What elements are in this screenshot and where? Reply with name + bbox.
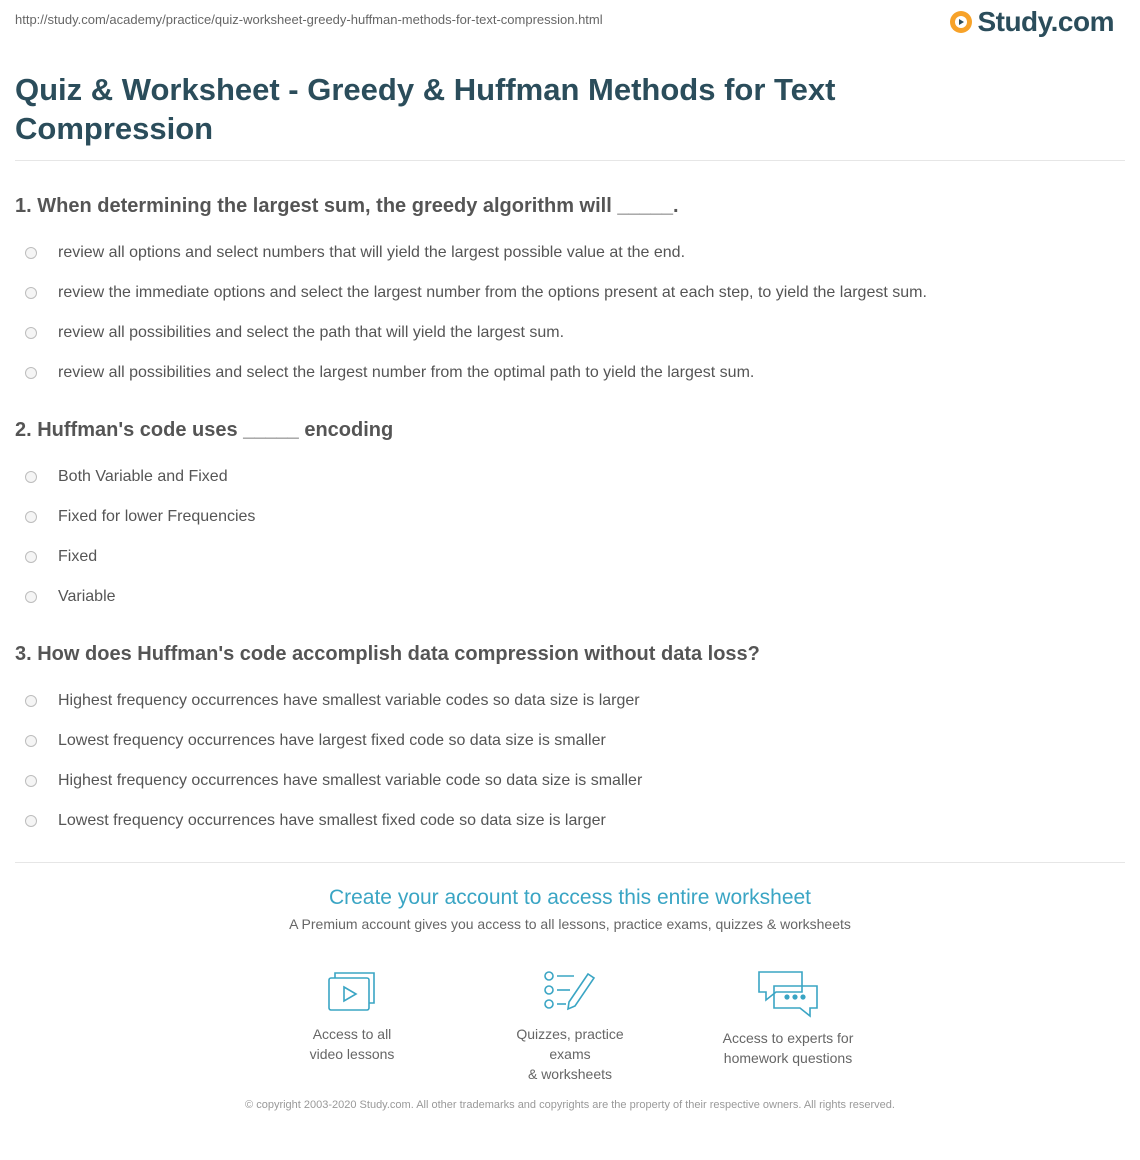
answer-option[interactable] bbox=[15, 273, 1125, 313]
feature-video-lessons bbox=[281, 968, 423, 1084]
feature-label: Access to experts for homework questions bbox=[722, 1030, 854, 1066]
feature-quizzes bbox=[499, 968, 641, 1084]
feature-experts bbox=[717, 968, 859, 1084]
answer-label: Lowest frequency occurrences have largest fixed code so data size is smaller bbox=[58, 732, 606, 749]
answer-label: Both Variable and Fixed bbox=[58, 468, 228, 485]
question-3 bbox=[15, 641, 1125, 841]
answer-label: Lowest frequency occurrences have smallest fixed code so data size is larger bbox=[58, 812, 606, 829]
radio-button-icon[interactable] bbox=[25, 511, 37, 523]
play-circle-icon bbox=[949, 10, 973, 34]
radio-button-icon[interactable] bbox=[25, 471, 37, 483]
copyright-notice: © copyright 2003-2020 Study.com. All other trademarks and copyrights are the property of their respective owners. All rights reserved. bbox=[245, 1099, 895, 1111]
video-lessons-icon bbox=[326, 968, 378, 1014]
answer-label: review all options and select numbers that will yield the largest possible value at the end. bbox=[58, 244, 686, 261]
answer-option[interactable] bbox=[15, 801, 1125, 841]
answer-option[interactable] bbox=[15, 497, 1125, 537]
feature-label: Quizzes, practice exams & worksheets bbox=[516, 1026, 624, 1082]
answer-option[interactable] bbox=[15, 353, 1125, 393]
question-2 bbox=[15, 417, 1125, 617]
answer-label: review all possibilities and select the path that will yield the largest sum. bbox=[58, 324, 565, 341]
title-divider bbox=[15, 160, 1125, 161]
radio-button-icon[interactable] bbox=[25, 327, 37, 339]
answer-option[interactable] bbox=[15, 681, 1125, 721]
radio-button-icon[interactable] bbox=[25, 591, 37, 603]
answer-options bbox=[15, 457, 1125, 617]
answer-option[interactable] bbox=[15, 577, 1125, 617]
radio-button-icon[interactable] bbox=[25, 367, 37, 379]
page-title: Quiz & Worksheet - Greedy & Huffman Methods for Text Compression bbox=[15, 72, 836, 146]
question-text: 1. When determining the largest sum, the greedy algorithm will _____. bbox=[15, 195, 679, 217]
question-text: 2. Huffman's code uses _____ encoding bbox=[15, 419, 394, 441]
answer-label: Highest frequency occurrences have smallest variable code so data size is smaller bbox=[58, 772, 643, 789]
study-logo[interactable] bbox=[949, 6, 1114, 38]
radio-button-icon[interactable] bbox=[25, 735, 37, 747]
question-1 bbox=[15, 193, 1125, 393]
answer-options bbox=[15, 681, 1125, 841]
cta-link[interactable]: Create your account to access this entire worksheet bbox=[328, 886, 812, 909]
questions-divider bbox=[15, 862, 1125, 863]
answer-label: review the immediate options and select the largest number from the options present at each step, to yield the largest sum. bbox=[58, 284, 927, 301]
radio-button-icon[interactable] bbox=[25, 775, 37, 787]
quiz-checklist-icon bbox=[542, 968, 598, 1014]
logo-text: Study.com bbox=[977, 6, 1114, 37]
chat-bubbles-icon bbox=[756, 968, 820, 1018]
answer-label: Variable bbox=[58, 588, 116, 605]
answer-option[interactable] bbox=[15, 761, 1125, 801]
radio-button-icon[interactable] bbox=[25, 551, 37, 563]
answer-option[interactable] bbox=[15, 537, 1125, 577]
answer-option[interactable] bbox=[15, 457, 1125, 497]
answer-option[interactable] bbox=[15, 313, 1125, 353]
radio-button-icon[interactable] bbox=[25, 287, 37, 299]
cta-subtitle: A Premium account gives you access to all lessons, practice exams, quizzes & worksheets bbox=[289, 916, 851, 932]
answer-label: Fixed bbox=[58, 548, 98, 565]
radio-button-icon[interactable] bbox=[25, 247, 37, 259]
page-url: http://study.com/academy/practice/quiz-worksheet-greedy-huffman-methods-for-text-compression.html bbox=[15, 12, 603, 27]
signup-cta bbox=[0, 886, 1140, 932]
radio-button-icon[interactable] bbox=[25, 815, 37, 827]
question-text: 3. How does Huffman's code accomplish data compression without data loss? bbox=[15, 643, 760, 665]
answer-label: Highest frequency occurrences have smallest variable codes so data size is larger bbox=[58, 692, 640, 709]
answer-options bbox=[15, 233, 1125, 393]
feature-label: Access to all video lessons bbox=[309, 1026, 395, 1062]
answer-option[interactable] bbox=[15, 233, 1125, 273]
answer-label: review all possibilities and select the largest number from the optimal path to yield the largest sum. bbox=[58, 364, 755, 381]
radio-button-icon[interactable] bbox=[25, 695, 37, 707]
premium-features bbox=[0, 968, 1140, 1084]
answer-option[interactable] bbox=[15, 721, 1125, 761]
answer-label: Fixed for lower Frequencies bbox=[58, 508, 256, 525]
